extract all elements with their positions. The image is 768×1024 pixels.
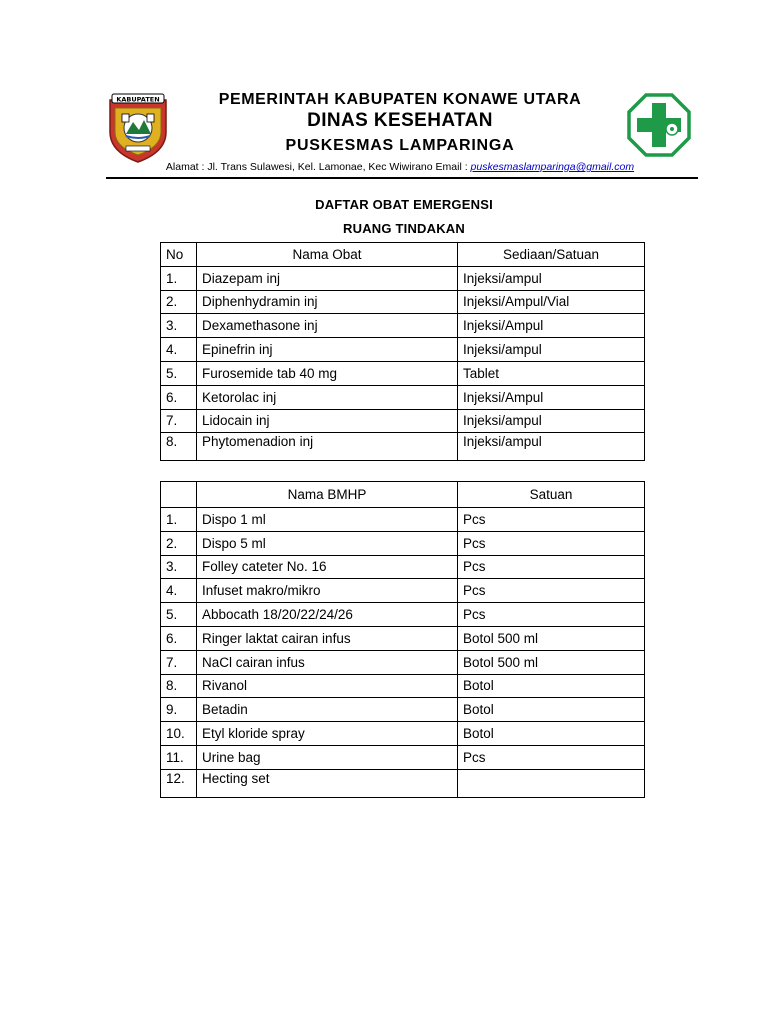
- table-row: [161, 674, 645, 698]
- cell-name: Betadin: [197, 698, 458, 722]
- table-header-row: [161, 243, 645, 267]
- letterhead-government: PEMERINTAH KABUPATEN KONAWE UTARA: [218, 91, 582, 108]
- puskesmas-logo-icon: [627, 93, 691, 157]
- cell-no: 2.: [161, 290, 197, 314]
- table-row: [161, 626, 645, 650]
- cell-unit: Pcs: [458, 508, 645, 532]
- cell-name: Abbocath 18/20/22/24/26: [197, 603, 458, 627]
- cell-name: Ringer laktat cairan infus: [197, 626, 458, 650]
- cell-no: 9.: [161, 698, 197, 722]
- cell-unit: Injeksi/ampul: [458, 409, 645, 433]
- letterhead-department: DINAS KESEHATAN: [307, 110, 493, 131]
- cell-unit: Pcs: [458, 555, 645, 579]
- cell-unit: Botol: [458, 674, 645, 698]
- cell-name: Dispo 5 ml: [197, 531, 458, 555]
- table-row: [161, 290, 645, 314]
- cell-name: Diazepam inj: [197, 266, 458, 290]
- cell-no: 6.: [161, 385, 197, 409]
- cell-name: Furosemide tab 40 mg: [197, 361, 458, 385]
- bmhp-table: [160, 481, 645, 798]
- cell-no: 4.: [161, 338, 197, 362]
- table-row: [161, 433, 645, 461]
- cell-unit: Injeksi/Ampul: [458, 314, 645, 338]
- cell-name: Etyl kloride spray: [197, 722, 458, 746]
- cell-unit: Tablet: [458, 361, 645, 385]
- letterhead-divider: [106, 177, 698, 179]
- table-row: [161, 409, 645, 433]
- cell-no: 2.: [161, 531, 197, 555]
- cell-name: Dispo 1 ml: [197, 508, 458, 532]
- cell-no: 12.: [161, 769, 197, 797]
- header-satuan: Satuan: [458, 482, 645, 508]
- cell-unit: Botol: [458, 698, 645, 722]
- table-row: [161, 555, 645, 579]
- table-row: [161, 314, 645, 338]
- cell-name: Lidocain inj: [197, 409, 458, 433]
- cell-name: Infuset makro/mikro: [197, 579, 458, 603]
- table-row: [161, 531, 645, 555]
- cell-unit: Injeksi/ampul: [458, 266, 645, 290]
- cell-no: 4.: [161, 579, 197, 603]
- emblem-banner-text: KABUPATEN: [116, 95, 160, 104]
- letterhead-facility: PUSKESMAS LAMPARINGA: [285, 137, 515, 154]
- cell-unit: Botol: [458, 722, 645, 746]
- table-row: [161, 508, 645, 532]
- cell-name: Folley cateter No. 16: [197, 555, 458, 579]
- cell-unit: Pcs: [458, 603, 645, 627]
- cell-name: NaCl cairan infus: [197, 650, 458, 674]
- table-row: [161, 698, 645, 722]
- cell-no: 1.: [161, 508, 197, 532]
- table-row: [161, 745, 645, 769]
- header-nama-obat: Nama Obat: [197, 243, 458, 267]
- cell-no: 5.: [161, 361, 197, 385]
- cell-unit: [458, 769, 645, 797]
- cell-name: Epinefrin inj: [197, 338, 458, 362]
- cell-no: 3.: [161, 314, 197, 338]
- cell-no: 8.: [161, 674, 197, 698]
- cell-no: 6.: [161, 626, 197, 650]
- cell-unit: Botol 500 ml: [458, 626, 645, 650]
- table-row: [161, 266, 645, 290]
- cell-name: Phytomenadion inj: [197, 433, 458, 461]
- table-row: [161, 361, 645, 385]
- cell-no: 3.: [161, 555, 197, 579]
- table-row: [161, 579, 645, 603]
- cell-no: 10.: [161, 722, 197, 746]
- medicine-table: [160, 242, 645, 461]
- cell-unit: Injeksi/Ampul/Vial: [458, 290, 645, 314]
- cell-no: 5.: [161, 603, 197, 627]
- address-text: Alamat : Jl. Trans Sulawesi, Kel. Lamonae, Kec Wiwirano Email :: [165, 161, 471, 173]
- table-header-row: [161, 482, 645, 508]
- cell-name: Dexamethasone inj: [197, 314, 458, 338]
- cell-unit: Pcs: [458, 579, 645, 603]
- cell-no: 11.: [161, 745, 197, 769]
- cell-name: Rivanol: [197, 674, 458, 698]
- header-nama-bmhp: Nama BMHP: [197, 482, 458, 508]
- regency-emblem-icon: [106, 92, 170, 164]
- table-row: [161, 722, 645, 746]
- cell-name: Ketorolac inj: [197, 385, 458, 409]
- header-no: No: [161, 243, 197, 267]
- cell-unit: Injeksi/ampul: [458, 433, 645, 461]
- cell-no: 1.: [161, 266, 197, 290]
- table-row: [161, 650, 645, 674]
- header-sediaan-satuan: Sediaan/Satuan: [458, 243, 645, 267]
- cell-no: 7.: [161, 650, 197, 674]
- cell-name: Diphenhydramin inj: [197, 290, 458, 314]
- cell-unit: Botol 500 ml: [458, 650, 645, 674]
- letterhead-address: [110, 161, 690, 173]
- document-title: DAFTAR OBAT EMERGENSI: [315, 197, 493, 212]
- cell-unit: Pcs: [458, 745, 645, 769]
- document-subtitle: RUANG TINDAKAN: [343, 221, 465, 236]
- cell-name: Hecting set: [197, 769, 458, 797]
- email-link[interactable]: puskesmaslamparinga@gmail.com: [470, 161, 635, 173]
- table-row: [161, 338, 645, 362]
- cell-unit: Pcs: [458, 531, 645, 555]
- cell-unit: Injeksi/ampul: [458, 338, 645, 362]
- cell-no: 7.: [161, 409, 197, 433]
- table-row: [161, 603, 645, 627]
- table-row: [161, 769, 645, 797]
- cell-name: Urine bag: [197, 745, 458, 769]
- header-no: [161, 482, 197, 508]
- cell-unit: Injeksi/Ampul: [458, 385, 645, 409]
- cell-no: 8.: [161, 433, 197, 461]
- table-row: [161, 385, 645, 409]
